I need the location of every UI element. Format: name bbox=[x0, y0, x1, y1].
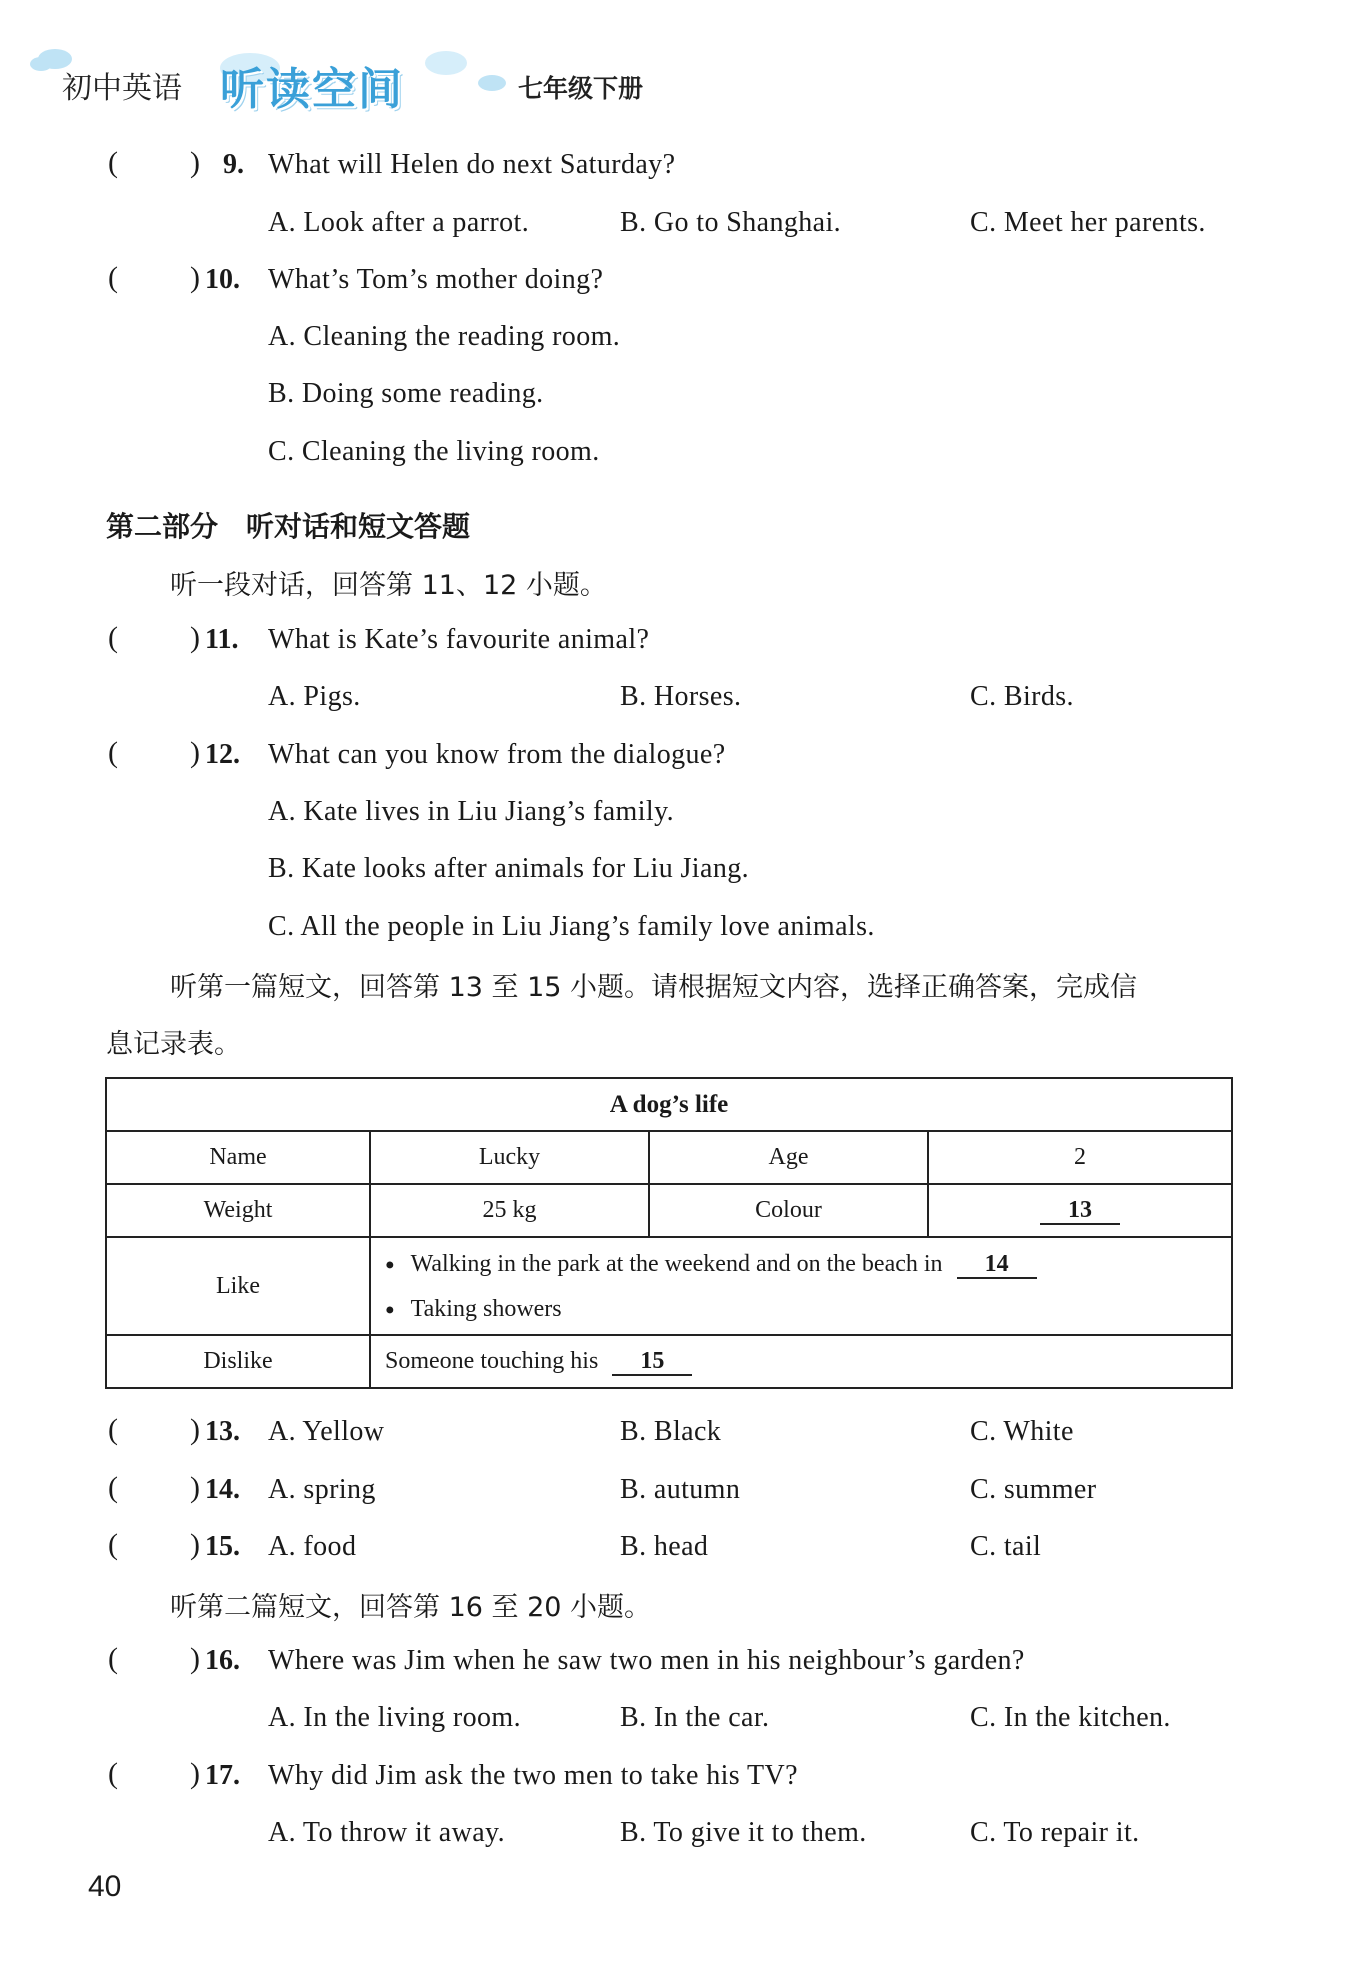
dislike-text: Someone touching his bbox=[385, 1347, 599, 1374]
option-c: C. All the people in Liu Jiang’s family love animals. bbox=[268, 911, 875, 942]
option-c: C. Cleaning the living room. bbox=[268, 436, 600, 467]
question-number: 16. bbox=[205, 1645, 240, 1676]
option-b: B. head bbox=[620, 1531, 709, 1562]
like-item bbox=[385, 1289, 1231, 1333]
bullet-icon: ● bbox=[385, 1301, 395, 1319]
answer-paren-close: ) bbox=[190, 1471, 200, 1504]
option-c: C. summer bbox=[970, 1474, 1097, 1505]
question-number: 14. bbox=[205, 1474, 240, 1505]
answer-paren-close: ) bbox=[190, 621, 200, 654]
option-c: C. Meet her parents. bbox=[970, 207, 1206, 238]
option-b: B. Doing some reading. bbox=[268, 378, 544, 409]
answer-paren-open: ( bbox=[108, 261, 118, 294]
answer-paren-close: ) bbox=[190, 261, 200, 294]
option-c: C. White bbox=[970, 1416, 1074, 1447]
question-number: 11. bbox=[205, 624, 239, 655]
dislike-cell bbox=[370, 1335, 1232, 1388]
answer-paren-open: ( bbox=[108, 621, 118, 654]
colour-cell bbox=[928, 1184, 1232, 1237]
option-b: B. autumn bbox=[620, 1474, 741, 1505]
option-c: C. In the kitchen. bbox=[970, 1702, 1171, 1733]
option-a: A. Cleaning the reading room. bbox=[268, 321, 621, 352]
option-c: C. Birds. bbox=[970, 681, 1074, 712]
answer-paren-close: ) bbox=[190, 1528, 200, 1561]
option-a: A. Look after a parrot. bbox=[268, 207, 530, 238]
question-text: What can you know from the dialogue? bbox=[268, 739, 726, 770]
like-item-text: Walking in the park at the weekend and on the beach in bbox=[410, 1251, 943, 1277]
option-b: B. Black bbox=[620, 1416, 722, 1447]
question-text: Why did Jim ask the two men to take his TV? bbox=[268, 1760, 798, 1791]
grade-label: 七年级下册 bbox=[518, 74, 644, 103]
like-cell bbox=[370, 1237, 1232, 1335]
answer-paren-close: ) bbox=[190, 1757, 200, 1790]
age-value: 2 bbox=[928, 1131, 1232, 1184]
answer-paren-open: ( bbox=[108, 736, 118, 769]
info-record-table bbox=[105, 1077, 1233, 1389]
question-number: 17. bbox=[205, 1760, 240, 1791]
series-title: 初中英语 bbox=[62, 71, 182, 106]
like-item bbox=[385, 1239, 1231, 1289]
option-a: A. food bbox=[268, 1531, 357, 1562]
option-a: A. Kate lives in Liu Jiang’s family. bbox=[268, 796, 675, 827]
name-value: Lucky bbox=[370, 1131, 649, 1184]
option-b: B. To give it to them. bbox=[620, 1817, 867, 1848]
option-a: A. In the living room. bbox=[268, 1702, 521, 1733]
like-item-text: Taking showers bbox=[410, 1296, 562, 1322]
answer-paren-close: ) bbox=[190, 736, 200, 769]
weight-value: 25 kg bbox=[370, 1184, 649, 1237]
cloud-decoration-icon bbox=[30, 57, 52, 71]
section-instruction-continued: 息记录表。 bbox=[106, 1029, 241, 1060]
blank-15[interactable]: 15 bbox=[612, 1348, 692, 1376]
question-number: 13. bbox=[205, 1416, 240, 1447]
blank-13[interactable]: 13 bbox=[1040, 1197, 1120, 1225]
option-a: A. Yellow bbox=[268, 1416, 385, 1447]
question-number: 12. bbox=[205, 739, 240, 770]
option-c: C. tail bbox=[970, 1531, 1042, 1562]
question-text: Where was Jim when he saw two men in his neighbour’s garden? bbox=[268, 1645, 1025, 1676]
brand-logo: 听读空间 bbox=[220, 64, 404, 115]
table-title: A dog’s life bbox=[106, 1078, 1232, 1131]
answer-paren-close: ) bbox=[190, 1642, 200, 1675]
section-instruction: 听第一篇短文，回答第 13 至 15 小题。请根据短文内容，选择正确答案，完成信 bbox=[170, 972, 1138, 1003]
name-label: Name bbox=[106, 1131, 370, 1184]
section-instruction: 听第二篇短文，回答第 16 至 20 小题。 bbox=[170, 1592, 652, 1623]
question-text: What’s Tom’s mother doing? bbox=[268, 264, 604, 295]
colour-label: Colour bbox=[649, 1184, 928, 1237]
weight-label: Weight bbox=[106, 1184, 370, 1237]
bullet-icon: ● bbox=[385, 1256, 395, 1274]
option-b: B. Horses. bbox=[620, 681, 742, 712]
answer-paren-open: ( bbox=[108, 1642, 118, 1675]
answer-paren-open: ( bbox=[108, 1528, 118, 1561]
cloud-decoration-icon bbox=[478, 75, 506, 91]
section-instruction: 听一段对话，回答第 11、12 小题。 bbox=[170, 570, 607, 601]
option-b: B. Kate looks after animals for Liu Jiang. bbox=[268, 853, 750, 884]
answer-paren-open: ( bbox=[108, 146, 118, 179]
blank-14[interactable]: 14 bbox=[957, 1251, 1037, 1279]
answer-paren-open: ( bbox=[108, 1757, 118, 1790]
page-number: 40 bbox=[88, 1870, 122, 1903]
age-label: Age bbox=[649, 1131, 928, 1184]
question-text: What will Helen do next Saturday? bbox=[268, 149, 676, 180]
dislike-label: Dislike bbox=[106, 1335, 370, 1388]
answer-paren-close: ) bbox=[190, 1413, 200, 1446]
answer-paren-open: ( bbox=[108, 1413, 118, 1446]
option-b: B. Go to Shanghai. bbox=[620, 207, 842, 238]
question-number: 9. bbox=[223, 149, 244, 180]
like-label: Like bbox=[106, 1237, 370, 1335]
answer-paren-open: ( bbox=[108, 1471, 118, 1504]
section-heading: 第二部分 听对话和短文答题 bbox=[106, 510, 471, 543]
page-header bbox=[30, 55, 644, 115]
answer-paren-close: ) bbox=[190, 146, 200, 179]
option-a: A. spring bbox=[268, 1474, 376, 1505]
option-a: A. Pigs. bbox=[268, 681, 361, 712]
cloud-decoration-icon bbox=[425, 51, 467, 75]
option-b: B. In the car. bbox=[620, 1702, 770, 1733]
option-a: A. To throw it away. bbox=[268, 1817, 506, 1848]
option-c: C. To repair it. bbox=[970, 1817, 1140, 1848]
question-number: 10. bbox=[205, 264, 240, 295]
question-text: What is Kate’s favourite animal? bbox=[268, 624, 650, 655]
question-number: 15. bbox=[205, 1531, 240, 1562]
